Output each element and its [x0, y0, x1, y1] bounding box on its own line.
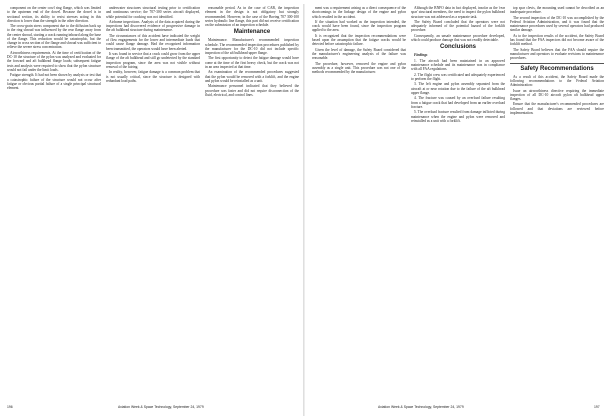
paragraph: It was found in service that a crack could grow from the upper flange of the aft bulkhead and still go undetected by the standard inspection program, since the area was not visible without removal of the fairing. — [106, 52, 200, 69]
paragraph: The second inspection of the DC-10 was accomplished by the Federal Aviation Administration, and it was found that the maintenance procedures used by several operators had produced similar damage. — [510, 15, 604, 33]
findings-subheading: Findings — [414, 53, 428, 58]
text-column-3 — [205, 6, 299, 402]
recommendation-item: Issue an airworthiness directive requiring the immediate inspection of all DC-10 aircraft pylon aft bulkhead upper flanges. — [510, 88, 604, 101]
paragraph: component on the center cowl ring flange, which was limited to the upstream end of the dowel. Because the dowel is in sectional section, its ability to resist stresses acting in this direction is lower than the strength in the other direction. — [7, 6, 101, 23]
magazine-footer-left: Aviation Week & Space Technology, September 24, 1979 — [118, 405, 204, 409]
paragraph: Airworthiness requirements. At the time of certification of the DC-10 the structure of the pylon was analyzed and evaluated for the forward and aft bulkhead flange loads; subsequent fatigue tests and analysis were required to show that the pylon structure would not fail under the limit loads. — [7, 50, 101, 72]
paragraph: ment was a requirement arising as a direct consequence of the shortcomings in the linkage design of the engine and pylon which resulted in the accident. — [312, 6, 406, 19]
paragraph: If the situation had worked as the inspection intended, the crack would have been found, since the inspection program applied to the area. — [312, 19, 406, 33]
paragraph: The procedure, however, removed the engine and pylon assembly as a single unit. This procedure was not one of the methods recommended by the manufacturer. — [312, 61, 406, 75]
paragraph: The first opportunity to detect the fatigue damage would have come at the time of the first heavy check, but the crack was not in an area inspected at that time. — [205, 56, 299, 69]
paragraph: top spar clevis, the mounting used cannot be described as an inadequate procedure. — [510, 6, 604, 15]
paragraph: The Safety Board believes that the FAA should require the manufacturer and operators to evaluate revisions to maintenance procedures. — [510, 47, 604, 61]
paragraph: Maintenance. Manufacturer's recommended inspection schedule. The recommended inspection procedures published by the manufacturer for the DC-10 did not include specific inspection of the aft bulkhead upper flange. — [205, 38, 299, 55]
paragraph: underwater structures structural testing prior to certification and continuous service; the 707-300 series aircraft displayed, while potential for cracking was not identified. — [106, 6, 200, 19]
section-heading-maintenance: Maintenance — [233, 29, 271, 36]
paragraph: Maintenance personnel indicated that they believed the procedure was faster and did not require disconnection of the fluid, electrical, and control lines. — [205, 84, 299, 97]
paragraph: An examination of the recommended procedures suggested that the pylon would be removed with a forklift, and the engine and pylon would be reinstalled as a unit. — [205, 70, 299, 83]
page-gutter — [303, 4, 305, 416]
paragraph: reasonable period. As in the case of CAB, the inspection element in the design is not obligatory but strongly recommended. However, in the case of the Boeing 707 300-100 series hydraulic line flange, this part did not receive certification on the submission of an inspection schedule. — [205, 6, 299, 27]
paragraph: Airframe inspections. Analysis of the data acquired during the inspections had discovered evidence of progressive damage in the aft bulkhead structure during maintenance. — [106, 19, 200, 33]
section-heading-conclusions: Conclusions — [439, 44, 476, 51]
paragraph: The circumstances of this accident have indicated the weight of flow engagements for the lower and intermediate loads that could cause flange damage. Had the recognized information been transmitted, the operators would have been alerted. — [106, 33, 200, 51]
text-column-1 — [7, 6, 101, 402]
finding-item: 4. The fracture was caused by an overload failure resulting from a fatigue crack that had developed from an earlier overload fracture. — [411, 96, 505, 109]
text-column-4 — [312, 6, 406, 402]
paragraph: In reality, however, fatigue damage is a common problem that is not usually critical, since the structure is designed with redundant load paths. — [106, 70, 200, 83]
text-column-5 — [411, 6, 505, 402]
paragraph: As to the inspection results of the accident, the Safety Board has found that the FAA inspectors did not become aware of the forklift method. — [510, 33, 604, 47]
paragraph: Given the level of damage, the Safety Board considered that the manufacturer's engineering analysis of the failure was reasonable. — [312, 47, 406, 61]
finding-item: 2. The flight crew was certificated and adequately experienced to perform the flight. — [411, 72, 505, 81]
finding-item: 5. The overload fracture resulted from damage inflicted during maintenance when the engine and pylon were removed and reinstalled as a unit with a forklift. — [411, 110, 505, 123]
paragraph: The cross-grain stress component due to the diffusion back up to the ring shroud was influenced by the rear flange away from the center shroud, starting a crack running inboard along the base of the flange. This reduction would be catastrophic, but the change in cross section of the flange and shroud was sufficient to relieve the severe stress concentration. — [7, 24, 101, 50]
paragraph: Although the BNFO data in fact displayed, insofar as the 'rear spar' structural members, the need to inspect the pylon bulkhead structure was not addressed as a separate task. — [411, 6, 505, 19]
page-number-right: 197 — [594, 405, 600, 409]
page-number-left: 196 — [7, 405, 13, 409]
paragraph: As a result of this accident, the Safety Board made the following recommendations to the Federal Aviation Administration: — [510, 74, 604, 88]
paragraph: Consequently, an unsafe maintenance procedure developed, which could produce damage that was not readily detectable. — [411, 33, 505, 43]
magazine-footer-right: Aviation Week & Space Technology, September 24, 1979 — [378, 405, 464, 409]
text-column-2 — [106, 6, 200, 402]
finding-item: 1. The aircraft had been maintained in an approved maintenance schedule and its maintenance was in compliance with all FAA regulations. — [411, 58, 505, 72]
text-column-6 — [510, 6, 604, 402]
recommendation-item: Ensure that the manufacturer's recommended procedures are followed and that deviations are reviewed before implementation. — [510, 102, 604, 115]
section-heading-safety-recommendations: Safety Recommendations — [520, 65, 594, 72]
paragraph: It is recognized that the inspection recommendations were based upon the assumption that the fatigue cracks would be detected before catastrophic failure. — [312, 33, 406, 47]
finding-item: 3. The left engine and pylon assembly separated from the aircraft at or near rotation due to the failure of the aft bulkhead upper flange. — [411, 82, 505, 95]
paragraph: Fatigue strength. It had not been shown by analysis or test that a catastrophic failure of the structure would not occur after fatigue or obvious partial failure of a single principal structural element. — [7, 73, 101, 91]
divider — [510, 63, 604, 64]
paragraph: The Safety Board concluded that the operators were not adequately informed of the potential hazard of the forklift procedure. — [411, 19, 505, 33]
